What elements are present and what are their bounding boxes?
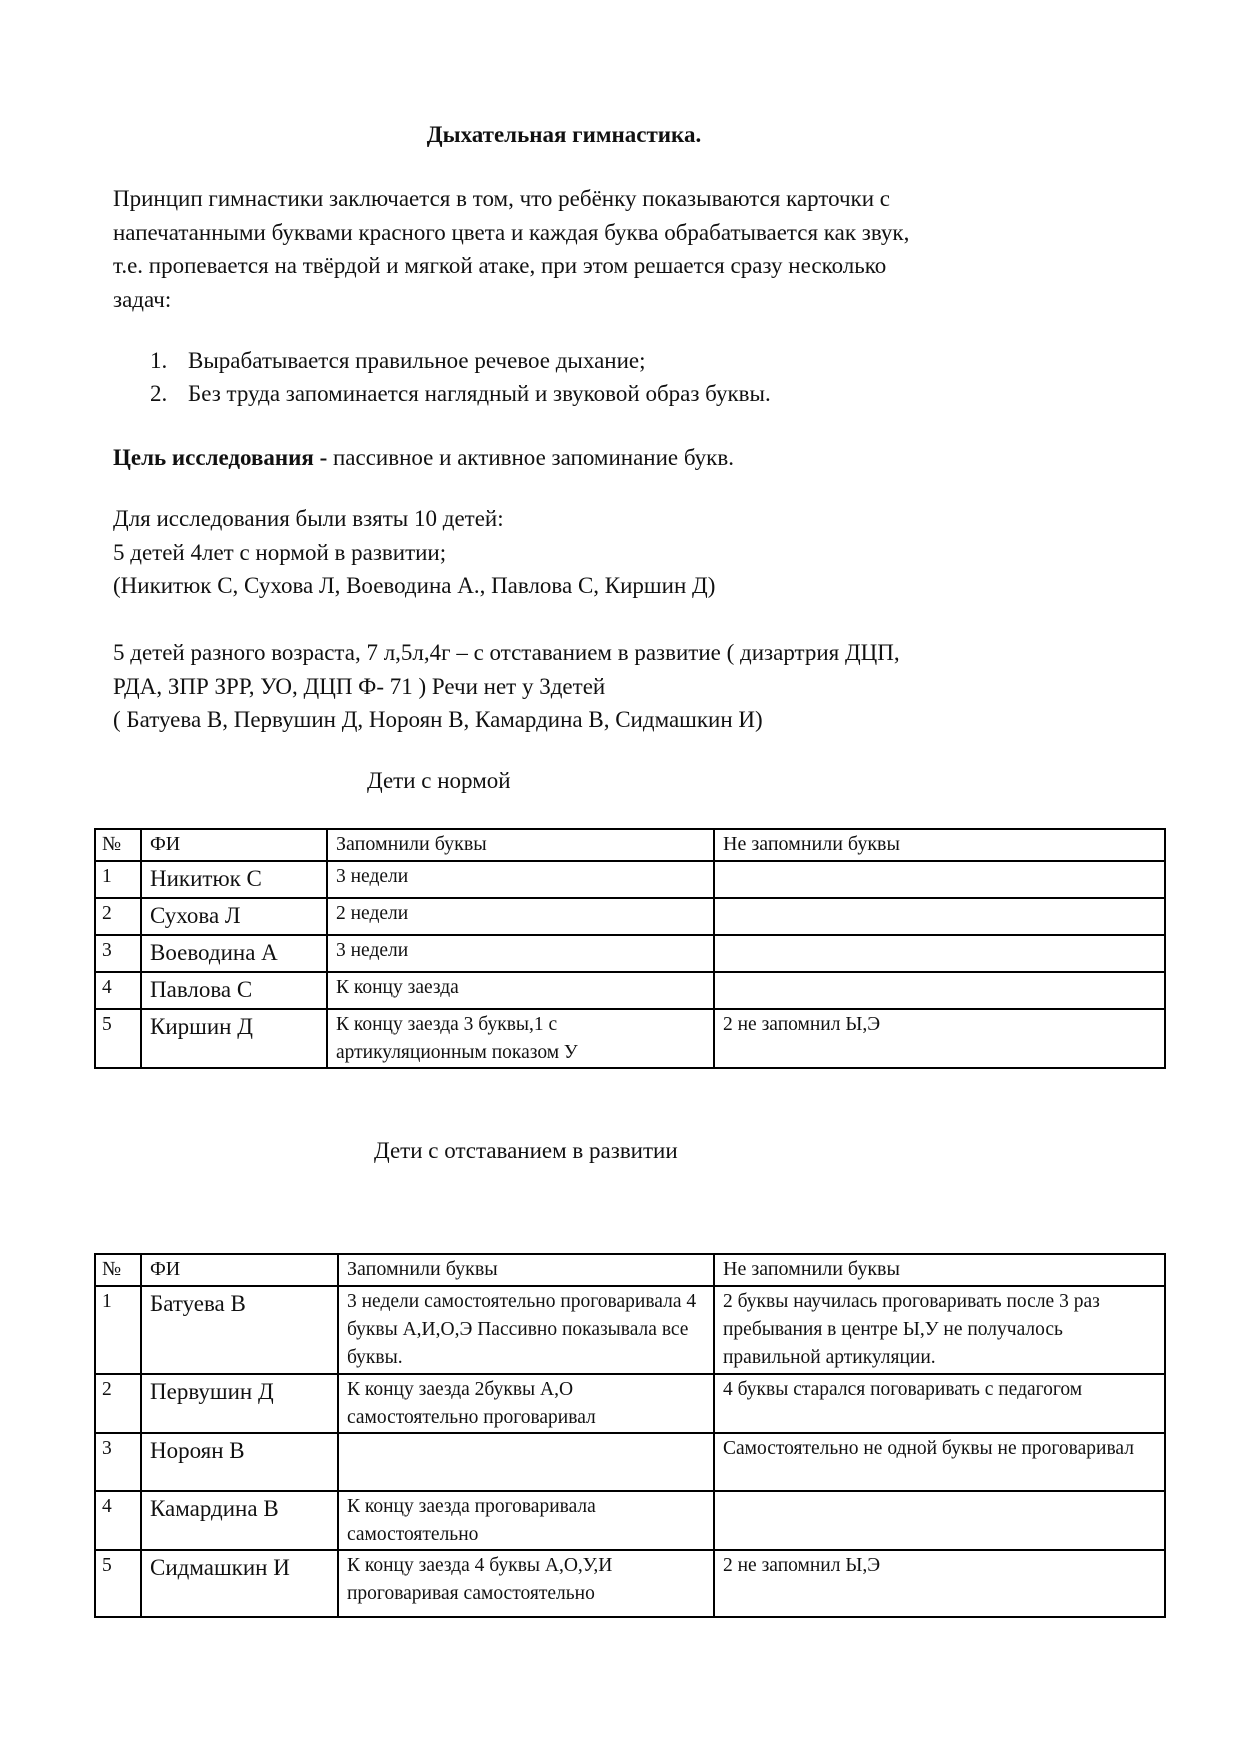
column-header: Не запомнили буквы: [714, 1254, 1165, 1286]
delayed-line: 5 детей разного возраста, 7 л,5л,4г – с отставанием в развитие ( дизартрия ДЦП,: [113, 640, 900, 665]
table-row: [95, 1491, 1165, 1550]
task-item: [150, 344, 771, 377]
task-text: Без труда запоминается наглядный и звуковой образ буквы.: [188, 381, 771, 406]
intro-line: т.е. пропевается на твёрдой и мягкой атаке, при этом решается сразу несколько: [113, 253, 887, 278]
cell-not-remembered: Самостоятельно не одной буквы не проговаривал: [714, 1433, 1165, 1491]
cell-remembered: 3 недели: [327, 935, 714, 972]
cell-remembered: К концу заезда проговаривала самостоятельно: [338, 1491, 714, 1550]
normal-children-table: [94, 828, 1166, 1069]
cell-remembered: 3 недели самостоятельно проговаривала 4 буквы А,И,О,Э Пассивно показывала все буквы.: [338, 1286, 714, 1374]
cell-name: Никитюк С: [141, 861, 327, 898]
cell-not-remembered: 2 не запомнил Ы,Э: [714, 1009, 1165, 1068]
cell-number: 1: [95, 861, 141, 898]
cell-number: 4: [95, 972, 141, 1009]
intro-line: Принцип гимнастики заключается в том, что ребёнку показываются карточки с: [113, 186, 890, 211]
delayed-paragraph: [113, 636, 1143, 737]
table-row: [95, 898, 1165, 935]
goal-label: Цель исследования -: [113, 445, 328, 470]
table-row: [95, 1550, 1165, 1617]
document-title: Дыхательная гимнастика.: [426, 122, 702, 147]
cell-remembered: 2 недели: [327, 898, 714, 935]
cell-not-remembered: [714, 898, 1165, 935]
cell-name: Нороян В: [141, 1433, 338, 1491]
delayed-line: ( Батуева В, Первушин Д, Нороян В, Камардина В, Сидмашкин И): [113, 707, 763, 732]
cell-number: 5: [95, 1009, 141, 1068]
column-header: ФИ: [141, 1254, 338, 1286]
goal-text: пассивное и активное запоминание букв.: [327, 445, 734, 470]
cell-not-remembered: [714, 935, 1165, 972]
task-text: Вырабатывается правильное речевое дыхание;: [188, 348, 646, 373]
column-header: №: [95, 1254, 141, 1286]
delayed-children-table: [94, 1253, 1166, 1618]
column-header: Запомнили буквы: [327, 829, 714, 861]
study-line: Для исследования были взяты 10 детей:: [113, 506, 504, 531]
table-row: [95, 1374, 1165, 1433]
intro-line: задач:: [113, 286, 172, 312]
intro-paragraph: [113, 182, 1143, 316]
cell-not-remembered: [714, 1491, 1165, 1550]
cell-remembered: К концу заезда 4 буквы А,О,У,И проговаривая самостоятельно: [338, 1550, 714, 1617]
table-row: [95, 1286, 1165, 1374]
cell-not-remembered: 2 не запомнил Ы,Э: [714, 1550, 1165, 1617]
task-number: 1.: [150, 348, 168, 373]
delayed-line: РДА, ЗПР ЗРР, УО, ДЦП Ф- 71 ) Речи нет у 3детей: [113, 673, 606, 699]
cell-name: Камардина В: [141, 1491, 338, 1550]
study-line: (Никитюк С, Сухова Л, Воеводина А., Павлова С, Киршин Д): [113, 573, 716, 598]
cell-number: 3: [95, 935, 141, 972]
study-line: 5 детей 4лет с нормой в развитии;: [113, 539, 447, 565]
cell-number: 2: [95, 1374, 141, 1433]
table-row: [95, 1433, 1165, 1491]
cell-name: Батуева В: [141, 1286, 338, 1374]
cell-not-remembered: [714, 861, 1165, 898]
cell-number: 4: [95, 1491, 141, 1550]
task-list: [150, 344, 771, 410]
study-paragraph: [113, 502, 1143, 603]
cell-name: Воеводина А: [141, 935, 327, 972]
cell-number: 3: [95, 1433, 141, 1491]
cell-name: Сидмашкин И: [141, 1550, 338, 1617]
task-item: [150, 377, 771, 410]
cell-name: Первушин Д: [141, 1374, 338, 1433]
cell-remembered: К концу заезда 3 буквы,1 с артикуляционным показом У: [327, 1009, 714, 1068]
cell-name: Павлова С: [141, 972, 327, 1009]
column-header: №: [95, 829, 141, 861]
table-row: [95, 1009, 1165, 1068]
cell-name: Киршин Д: [141, 1009, 327, 1068]
cell-not-remembered: [714, 972, 1165, 1009]
goal-paragraph: [113, 441, 1143, 475]
intro-line: напечатанными буквами красного цвета и каждая буква обрабатывается как звук,: [113, 219, 910, 245]
cell-remembered: К концу заезда 2буквы А,О самостоятельно проговаривал: [338, 1374, 714, 1433]
table-row: [95, 935, 1165, 972]
cell-remembered: [338, 1433, 714, 1491]
table-header-row: [95, 1254, 1165, 1286]
cell-remembered: К концу заезда: [327, 972, 714, 1009]
table-row: [95, 861, 1165, 898]
column-header: Не запомнили буквы: [714, 829, 1165, 861]
table-row: [95, 972, 1165, 1009]
table-header-row: [95, 829, 1165, 861]
cell-not-remembered: 2 буквы научилась проговаривать после 3 раз пребывания в центре Ы,У не получалось правильной артикуляции.: [714, 1286, 1165, 1374]
cell-remembered: 3 недели: [327, 861, 714, 898]
table1-caption: Дети с нормой: [367, 768, 511, 793]
table2-caption: Дети с отставанием в развитии: [374, 1138, 678, 1163]
column-header: ФИ: [141, 829, 327, 861]
cell-not-remembered: 4 буквы старался поговаривать с педагогом: [714, 1374, 1165, 1433]
cell-number: 1: [95, 1286, 141, 1374]
column-header: Запомнили буквы: [338, 1254, 714, 1286]
cell-name: Сухова Л: [141, 898, 327, 935]
cell-number: 5: [95, 1550, 141, 1617]
task-number: 2.: [150, 381, 168, 406]
cell-number: 2: [95, 898, 141, 935]
